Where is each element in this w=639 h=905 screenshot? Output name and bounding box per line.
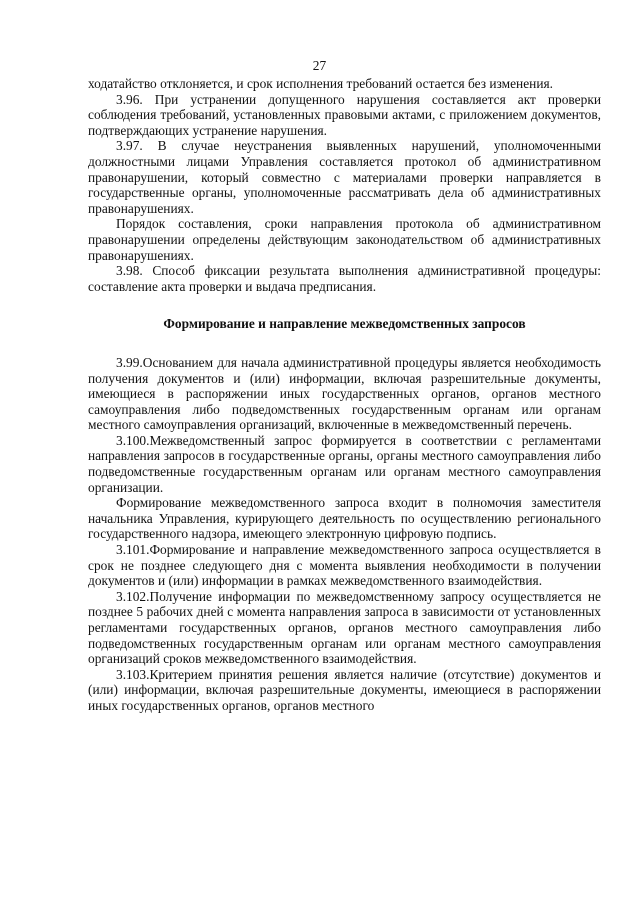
document-body <box>88 76 601 714</box>
paragraph-3-101: 3.101.Формирование и направление межведомственного запроса осуществляется в срок не позднее следующего дня с момента выявления необходимости в получении документов и (или) информации в рамках межведомственного взаимодействия. <box>88 542 601 589</box>
paragraph-3-96: 3.96. При устранении допущенного нарушения составляется акт проверки соблюдения требований, установленных правовыми актами, с приложением документов, подтверждающих устранение нарушения. <box>88 91 601 138</box>
paragraph-protocol-order: Порядок составления, сроки направления протокола об административном правонарушении определены действующим законодательством об административных правонарушениях. <box>88 216 601 263</box>
paragraph-continuation: ходатайство отклоняется, и срок исполнения требований остается без изменения. <box>88 76 554 91</box>
paragraph-3-102: 3.102.Получение информации по межведомственному запросу осуществляется не позднее 5 рабочих дней с момента направления запроса в зависимости от установленных регламентами государственных органов, органов местного самоуправления либо подведомственных государственным органам или органам местного самоуправления организаций сроков межведомственного взаимодействия. <box>88 588 601 667</box>
paragraph-3-98: 3.98. Способ фиксации результата выполнения административной процедуры: составление акта проверки и выдача предписания. <box>88 263 601 294</box>
paragraph-3-97: 3.97. В случае неустранения выявленных нарушений, уполномоченными должностными лицами Управления составляется протокол об административном правонарушении, который совместно с материалами проверки направляется в государственные органы, уполномоченные рассматривать дела об административных правонарушениях. <box>88 138 601 216</box>
page-number: 27 <box>312 58 327 73</box>
paragraph-3-100: 3.100.Межведомственный запрос формируется в соответствии с регламентами направления запросов в государственные органы, органы местного самоуправления либо подведомственные государственным органам или органам местного самоуправления организации. <box>88 432 601 495</box>
paragraph-request-authority: Формирование межведомственного запроса входит в полномочия заместителя начальника Управления, курирующего деятельность по осуществлению регионального государственного надзора, имеющего электронную цифровую подпись. <box>88 495 601 542</box>
section-heading: Формирование и направление межведомственных запросов <box>163 316 526 332</box>
paragraph-3-103: 3.103.Критерием принятия решения является наличие (отсутствие) документов и (или) информации, включая разрешительные документы, имеющиеся в распоряжении иных государственных органов, органов местного <box>88 666 601 713</box>
paragraph-3-99: 3.99.Основанием для начала административной процедуры является необходимость получения документов и (или) информации, включая разрешительные документы, имеющиеся в распоряжении иных государственных органов, органов местного самоуправления либо подведомственных государственным органам или органам местного самоуправления организаций, включенные в межведомственный перечень. <box>88 354 601 433</box>
